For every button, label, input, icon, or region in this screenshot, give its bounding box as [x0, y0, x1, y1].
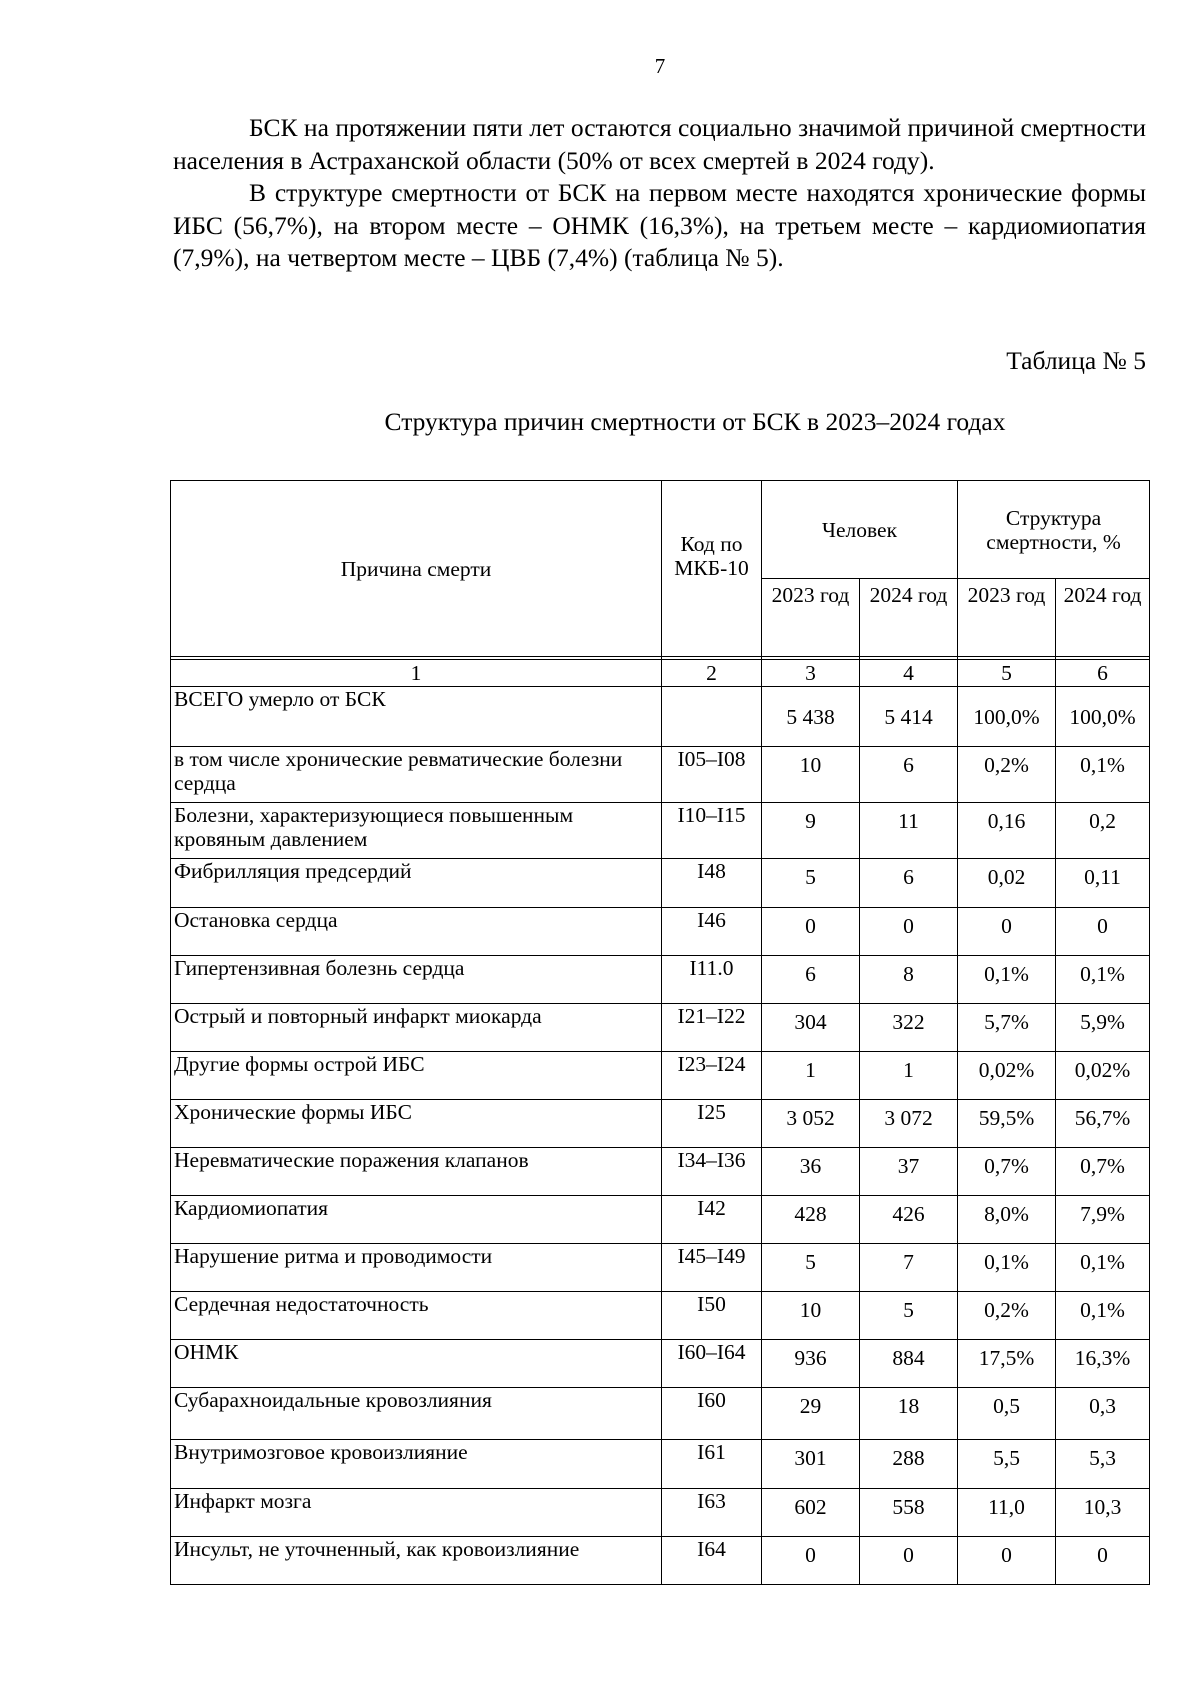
code-cell: I50: [662, 1292, 762, 1340]
count-2023-cell: 29: [762, 1388, 860, 1440]
count-2024-cell: 0: [860, 908, 958, 956]
table-row: [171, 1004, 1150, 1052]
share-2023-cell: 0: [958, 908, 1056, 956]
count-2023-cell: 1: [762, 1052, 860, 1100]
count-2024-cell: 558: [860, 1489, 958, 1537]
header-structure-2024: 2024 год: [1056, 579, 1150, 657]
table-row: [171, 1148, 1150, 1196]
code-cell: I34–I36: [662, 1148, 762, 1196]
table-row: [171, 1244, 1150, 1292]
share-2024-cell: 0,02%: [1056, 1052, 1150, 1100]
code-cell: I42: [662, 1196, 762, 1244]
cause-cell: Остановка сердца: [171, 908, 662, 956]
count-2024-cell: 322: [860, 1004, 958, 1052]
cause-cell: ОНМК: [171, 1340, 662, 1388]
header-structure: Структура смертности, %: [958, 481, 1150, 579]
cause-cell: Болезни, характеризующиеся повышенным кровяным давлением: [171, 803, 662, 859]
share-2023-cell: 5,7%: [958, 1004, 1056, 1052]
column-number: 6: [1056, 660, 1150, 687]
count-2023-cell: 9: [762, 803, 860, 859]
table-row: [171, 1388, 1150, 1440]
share-2023-cell: 0,1%: [958, 956, 1056, 1004]
column-number: 2: [662, 660, 762, 687]
count-2023-cell: 5: [762, 1244, 860, 1292]
count-2024-cell: 426: [860, 1196, 958, 1244]
count-2023-cell: 602: [762, 1489, 860, 1537]
table-row: [171, 956, 1150, 1004]
body-text: [173, 112, 1146, 275]
table-row: [171, 803, 1150, 859]
share-2024-cell: 5,9%: [1056, 1004, 1150, 1052]
share-2024-cell: 0: [1056, 1537, 1150, 1585]
share-2024-cell: 0,11: [1056, 859, 1150, 908]
count-2023-cell: 304: [762, 1004, 860, 1052]
column-number: 1: [171, 660, 662, 687]
code-cell: [662, 687, 762, 747]
table-row: [171, 1489, 1150, 1537]
paragraph: БСК на протяжении пяти лет остаются социально значимой причиной смертности населения в Астраханской области (50% от всех смертей в 2024 году).: [173, 113, 1146, 175]
count-2024-cell: 5: [860, 1292, 958, 1340]
cause-cell: Сердечная недостаточность: [171, 1292, 662, 1340]
share-2023-cell: 0,16: [958, 803, 1056, 859]
share-2024-cell: 0,1%: [1056, 956, 1150, 1004]
header-code: Код по МКБ-10: [662, 481, 762, 657]
share-2023-cell: 0,7%: [958, 1148, 1056, 1196]
header-people-2023: 2023 год: [762, 579, 860, 657]
code-cell: I64: [662, 1537, 762, 1585]
share-2023-cell: 0,5: [958, 1388, 1056, 1440]
code-cell: I60–I64: [662, 1340, 762, 1388]
code-cell: I46: [662, 908, 762, 956]
table-row: [171, 747, 1150, 803]
table-row: [171, 908, 1150, 956]
table-title: Структура причин смертности от БСК в 2023–2024 годах: [384, 407, 1006, 436]
count-2024-cell: 8: [860, 956, 958, 1004]
count-2024-cell: 5 414: [860, 687, 958, 747]
cause-cell: Острый и повторный инфаркт миокарда: [171, 1004, 662, 1052]
share-2023-cell: 17,5%: [958, 1340, 1056, 1388]
column-number-row: [171, 660, 1150, 687]
table-row: [171, 1537, 1150, 1585]
share-2023-cell: 8,0%: [958, 1196, 1056, 1244]
share-2024-cell: 0,1%: [1056, 1292, 1150, 1340]
code-cell: I05–I08: [662, 747, 762, 803]
table-row: [171, 1196, 1150, 1244]
count-2024-cell: 288: [860, 1440, 958, 1489]
cause-cell: Инфаркт мозга: [171, 1489, 662, 1537]
cause-cell: Субарахноидальные кровозлияния: [171, 1388, 662, 1440]
table-row: [171, 1052, 1150, 1100]
share-2023-cell: 100,0%: [958, 687, 1056, 747]
share-2024-cell: 10,3: [1056, 1489, 1150, 1537]
share-2024-cell: 0,3: [1056, 1388, 1150, 1440]
count-2023-cell: 0: [762, 908, 860, 956]
share-2023-cell: 0,2%: [958, 1292, 1056, 1340]
count-2023-cell: 6: [762, 956, 860, 1004]
table-label: Таблица № 5: [1006, 346, 1146, 375]
share-2023-cell: 0,02%: [958, 1052, 1056, 1100]
cause-cell: Неревматические поражения клапанов: [171, 1148, 662, 1196]
count-2024-cell: 0: [860, 1537, 958, 1585]
share-2024-cell: 0: [1056, 908, 1150, 956]
column-number: 4: [860, 660, 958, 687]
cause-cell: Фибрилляция предсердий: [171, 859, 662, 908]
table-row: [171, 1292, 1150, 1340]
cause-cell: в том числе хронические ревматические болезни сердца: [171, 747, 662, 803]
share-2023-cell: 0,02: [958, 859, 1056, 908]
header-cause: Причина смерти: [171, 481, 662, 657]
count-2023-cell: 5 438: [762, 687, 860, 747]
count-2024-cell: 6: [860, 747, 958, 803]
share-2023-cell: 59,5%: [958, 1100, 1056, 1148]
share-2023-cell: 11,0: [958, 1489, 1056, 1537]
header-people-2024: 2024 год: [860, 579, 958, 657]
count-2023-cell: 0: [762, 1537, 860, 1585]
cause-cell: Инсульт, не уточненный, как кровоизлияние: [171, 1537, 662, 1585]
table-row: [171, 1440, 1150, 1489]
column-number: 3: [762, 660, 860, 687]
share-2024-cell: 16,3%: [1056, 1340, 1150, 1388]
count-2023-cell: 428: [762, 1196, 860, 1244]
count-2024-cell: 6: [860, 859, 958, 908]
cause-cell: Другие формы острой ИБС: [171, 1052, 662, 1100]
share-2023-cell: 5,5: [958, 1440, 1056, 1489]
page-number: 7: [654, 54, 666, 78]
code-cell: I23–I24: [662, 1052, 762, 1100]
table-row: [171, 687, 1150, 747]
table-row: [171, 1340, 1150, 1388]
share-2024-cell: 100,0%: [1056, 687, 1150, 747]
code-cell: I45–I49: [662, 1244, 762, 1292]
share-2023-cell: 0,2%: [958, 747, 1056, 803]
cause-cell: Кардиомиопатия: [171, 1196, 662, 1244]
count-2024-cell: 884: [860, 1340, 958, 1388]
count-2024-cell: 3 072: [860, 1100, 958, 1148]
count-2024-cell: 37: [860, 1148, 958, 1196]
code-cell: I25: [662, 1100, 762, 1148]
code-cell: I10–I15: [662, 803, 762, 859]
share-2023-cell: 0: [958, 1537, 1056, 1585]
count-2023-cell: 301: [762, 1440, 860, 1489]
count-2023-cell: 10: [762, 1292, 860, 1340]
header-people: Человек: [762, 481, 958, 579]
count-2023-cell: 3 052: [762, 1100, 860, 1148]
share-2024-cell: 56,7%: [1056, 1100, 1150, 1148]
count-2023-cell: 936: [762, 1340, 860, 1388]
mortality-table: [170, 480, 1150, 1585]
code-cell: I60: [662, 1388, 762, 1440]
share-2024-cell: 0,7%: [1056, 1148, 1150, 1196]
code-cell: I11.0: [662, 956, 762, 1004]
count-2023-cell: 10: [762, 747, 860, 803]
cause-cell: Внутримозговое кровоизлияние: [171, 1440, 662, 1489]
cause-cell: Нарушение ритма и проводимости: [171, 1244, 662, 1292]
count-2024-cell: 7: [860, 1244, 958, 1292]
count-2024-cell: 11: [860, 803, 958, 859]
share-2024-cell: 7,9%: [1056, 1196, 1150, 1244]
column-number: 5: [958, 660, 1056, 687]
code-cell: I21–I22: [662, 1004, 762, 1052]
paragraph: В структуре смертности от БСК на первом месте находятся хронические формы ИБС (56,7%), на втором месте – ОНМК (16,3%), на третьем месте – кардиомиопатия (7,9%), на четвертом месте – ЦВБ (7,4%) (таблица № 5).: [173, 178, 1146, 272]
code-cell: I63: [662, 1489, 762, 1537]
table-row: [171, 859, 1150, 908]
header-structure-2023: 2023 год: [958, 579, 1056, 657]
share-2024-cell: 0,1%: [1056, 1244, 1150, 1292]
table-row: [171, 1100, 1150, 1148]
cause-cell: Гипертензивная болезнь сердца: [171, 956, 662, 1004]
code-cell: I61: [662, 1440, 762, 1489]
share-2024-cell: 0,2: [1056, 803, 1150, 859]
code-cell: I48: [662, 859, 762, 908]
count-2023-cell: 5: [762, 859, 860, 908]
cause-cell: Хронические формы ИБС: [171, 1100, 662, 1148]
count-2024-cell: 18: [860, 1388, 958, 1440]
count-2024-cell: 1: [860, 1052, 958, 1100]
share-2023-cell: 0,1%: [958, 1244, 1056, 1292]
cause-cell: ВСЕГО умерло от БСК: [171, 687, 662, 747]
count-2023-cell: 36: [762, 1148, 860, 1196]
share-2024-cell: 0,1%: [1056, 747, 1150, 803]
share-2024-cell: 5,3: [1056, 1440, 1150, 1489]
